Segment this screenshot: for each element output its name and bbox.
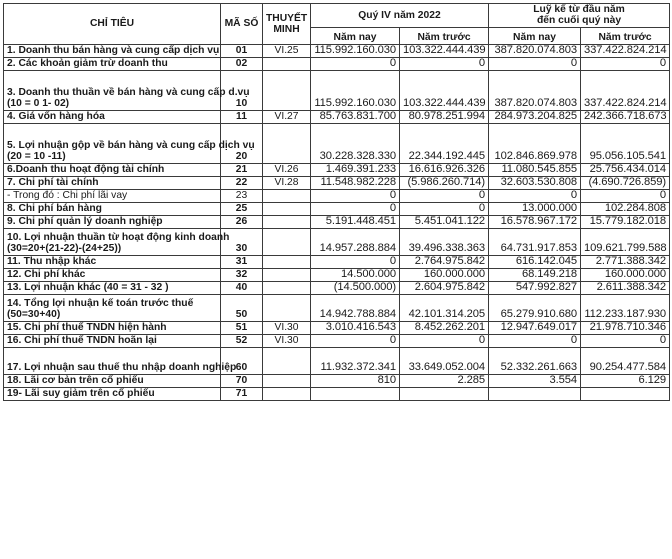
row-code: 60: [221, 347, 263, 374]
table-row: [4, 255, 670, 268]
row-code: 20: [221, 123, 263, 163]
table-row: [4, 268, 670, 281]
row-label-line: 6.Doanh thu hoạt động tài chính: [7, 164, 165, 176]
cell-ytd-this-year: 64.731.917.853: [489, 228, 581, 255]
cell-ytd-last-year: 90.254.477.584: [581, 347, 670, 374]
cell-quarter-last-year: 0: [400, 57, 489, 70]
row-label-line: 18. Lãi cơ bản trên cổ phiếu: [7, 375, 144, 387]
row-label-line: 7. Chi phí tài chính: [7, 177, 99, 189]
cell-quarter-last-year: 22.344.192.445: [400, 123, 489, 163]
header-ytd-line2: đến cuối quý này: [536, 15, 622, 27]
row-label-line: 1. Doanh thu bán hàng và cung cấp dịch vụ: [7, 45, 220, 57]
cell-ytd-last-year: 2.771.388.342: [581, 255, 670, 268]
cell-quarter-last-year: 103.322.444.439: [400, 70, 489, 110]
row-code: 71: [221, 387, 263, 400]
cell-quarter-last-year: 160.000.000: [400, 268, 489, 281]
row-label: [4, 70, 250, 110]
row-note: [263, 294, 311, 321]
table-row: [4, 202, 670, 215]
cell-quarter-this-year: [311, 387, 400, 400]
header-thuyet-minh-line2: MINH: [273, 23, 300, 35]
cell-ytd-this-year: 32.603.530.808: [489, 176, 581, 189]
cell-ytd-this-year: 0: [489, 57, 581, 70]
row-note: [263, 57, 311, 70]
cell-ytd-this-year: 102.846.869.978: [489, 123, 581, 163]
table-row: [4, 123, 670, 163]
row-label: [4, 202, 221, 215]
cell-ytd-this-year: 0: [489, 189, 581, 202]
cell-ytd-last-year: 102.284.808: [581, 202, 670, 215]
row-label: [4, 110, 221, 123]
row-label-line: 4. Giá vốn hàng hóa: [7, 111, 105, 123]
row-label-line: 15. Chi phí thuế TNDN hiện hành: [7, 322, 167, 334]
row-note: [263, 123, 311, 163]
cell-quarter-this-year: 1.469.391.233: [311, 163, 400, 176]
header-ytd-this-year: Năm nay: [489, 27, 581, 44]
row-label-line: - Trong đó : Chi phí lãi vay: [7, 190, 128, 202]
row-code: 22: [221, 176, 263, 189]
row-label: [4, 255, 221, 268]
table-row: [4, 281, 670, 294]
row-label-line: 3. Doanh thu thuần về bán hàng và cung cấp d.vụ: [7, 87, 250, 98]
row-note: VI.30: [263, 334, 311, 347]
table-row: [4, 347, 670, 374]
row-code: 50: [221, 294, 263, 321]
cell-quarter-last-year: 2.764.975.842: [400, 255, 489, 268]
cell-quarter-last-year: 0: [400, 202, 489, 215]
row-label-line: (50=30+40): [7, 309, 61, 321]
row-label-line: 10. Lợi nhuận thuần từ hoạt động kinh doanh: [7, 232, 230, 243]
row-code: 01: [221, 44, 263, 57]
row-note: VI.28: [263, 176, 311, 189]
cell-ytd-this-year: 616.142.045: [489, 255, 581, 268]
row-label-line: 16. Chi phí thuế TNDN hoãn lại: [7, 335, 157, 347]
row-label: [4, 321, 221, 334]
row-code: 40: [221, 281, 263, 294]
row-label-line: 17. Lợi nhuận sau thuế thu nhập doanh nghiệp: [7, 362, 237, 374]
cell-quarter-this-year: 0: [311, 189, 400, 202]
row-note: [263, 268, 311, 281]
row-note: [263, 215, 311, 228]
row-note: [263, 347, 311, 374]
cell-quarter-last-year: 2.604.975.842: [400, 281, 489, 294]
row-label: [4, 347, 237, 374]
cell-quarter-last-year: 2.285: [400, 374, 489, 387]
row-label: [4, 57, 221, 70]
income-statement-table: [3, 3, 670, 401]
cell-ytd-last-year: (4.690.726.859): [581, 176, 670, 189]
row-label: [4, 294, 221, 321]
table-row: [4, 228, 670, 255]
cell-ytd-last-year: 109.621.799.588: [581, 228, 670, 255]
header-thuyet-minh: [263, 4, 311, 45]
cell-ytd-last-year: 242.366.718.673: [581, 110, 670, 123]
cell-quarter-this-year: 11.932.372.341: [311, 347, 400, 374]
row-code: 52: [221, 334, 263, 347]
row-note: VI.27: [263, 110, 311, 123]
row-note: VI.25: [263, 44, 311, 57]
row-label: [4, 374, 221, 387]
header-ma-so: MÃ SỐ: [221, 4, 263, 45]
cell-quarter-this-year: 3.010.416.543: [311, 321, 400, 334]
row-label-line: 19- Lãi suy giảm trên cổ phiếu: [7, 388, 155, 400]
row-label: [4, 228, 230, 255]
row-code: 21: [221, 163, 263, 176]
row-label-line: 14. Tổng lợi nhuận kế toán trước thuế: [7, 298, 194, 309]
row-label: [4, 268, 221, 281]
row-label: [4, 281, 221, 294]
statement-body: [4, 44, 670, 400]
cell-ytd-this-year: 3.554: [489, 374, 581, 387]
cell-quarter-last-year: 16.616.926.326: [400, 163, 489, 176]
row-note: [263, 255, 311, 268]
cell-ytd-this-year: 65.279.910.680: [489, 294, 581, 321]
row-label-line: 12. Chi phí khác: [7, 269, 86, 281]
cell-quarter-this-year: 11.548.982.228: [311, 176, 400, 189]
cell-ytd-last-year: 0: [581, 189, 670, 202]
row-note: [263, 202, 311, 215]
header-quarter: Quý IV năm 2022: [311, 4, 489, 28]
cell-ytd-this-year: 11.080.545.855: [489, 163, 581, 176]
cell-quarter-this-year: (14.500.000): [311, 281, 400, 294]
table-row: [4, 163, 670, 176]
table-row: [4, 294, 670, 321]
header-chi-tieu: CHỈ TIÊU: [4, 4, 221, 45]
row-label: [4, 215, 221, 228]
row-code: 30: [221, 228, 263, 255]
cell-ytd-last-year: 95.056.105.541: [581, 123, 670, 163]
header-quarter-last-year: Năm trước: [400, 27, 489, 44]
table-row: [4, 70, 670, 110]
cell-ytd-this-year: 0: [489, 334, 581, 347]
header-ytd: [489, 4, 670, 28]
row-code: 10: [221, 70, 263, 110]
cell-quarter-this-year: 0: [311, 202, 400, 215]
row-label: [4, 387, 221, 400]
cell-quarter-last-year: 80.978.251.994: [400, 110, 489, 123]
row-note: [263, 228, 311, 255]
cell-ytd-this-year: 284.973.204.825: [489, 110, 581, 123]
row-label-line: (20 = 10 -11): [7, 151, 66, 163]
cell-ytd-last-year: 15.779.182.018: [581, 215, 670, 228]
cell-ytd-last-year: 112.233.187.930: [581, 294, 670, 321]
table-row: [4, 57, 670, 70]
row-label-line: 2. Các khoản giảm trừ doanh thu: [7, 58, 168, 70]
row-code: 25: [221, 202, 263, 215]
cell-ytd-this-year: 13.000.000: [489, 202, 581, 215]
row-label-line: 8. Chi phí bán hàng: [7, 203, 102, 215]
cell-ytd-last-year: 0: [581, 334, 670, 347]
cell-ytd-this-year: 16.578.967.172: [489, 215, 581, 228]
row-code: 11: [221, 110, 263, 123]
cell-ytd-this-year: 387.820.074.803: [489, 44, 581, 57]
row-code: 31: [221, 255, 263, 268]
header-thuyet-minh-line1: THUYẾT: [266, 12, 308, 24]
row-label: [4, 334, 221, 347]
cell-ytd-this-year: 52.332.261.663: [489, 347, 581, 374]
cell-ytd-last-year: 160.000.000: [581, 268, 670, 281]
cell-ytd-this-year: [489, 387, 581, 400]
cell-ytd-this-year: 12.947.649.017: [489, 321, 581, 334]
row-code: 23: [221, 189, 263, 202]
cell-quarter-this-year: 14.500.000: [311, 268, 400, 281]
row-label: [4, 176, 221, 189]
row-label-line: 13. Lợi nhuận khác (40 = 31 - 32 ): [7, 282, 169, 294]
row-note: [263, 387, 311, 400]
cell-quarter-last-year: (5.986.260.714): [400, 176, 489, 189]
cell-quarter-this-year: 0: [311, 255, 400, 268]
cell-quarter-this-year: 0: [311, 57, 400, 70]
cell-ytd-last-year: 21.978.710.346: [581, 321, 670, 334]
row-code: 70: [221, 374, 263, 387]
table-row: [4, 215, 670, 228]
row-label-line: 5. Lợi nhuận gộp về bán hàng và cung cấp dịch vụ: [7, 140, 255, 151]
row-note: VI.30: [263, 321, 311, 334]
row-label-line: (30=20+(21-22)-(24+25)): [7, 243, 122, 255]
row-note: [263, 281, 311, 294]
row-label-line: 11. Thu nhập khác: [7, 256, 97, 268]
cell-quarter-this-year: 115.992.160.030: [311, 70, 400, 110]
cell-quarter-last-year: 8.452.262.201: [400, 321, 489, 334]
table-row: [4, 387, 670, 400]
cell-quarter-this-year: 5.191.448.451: [311, 215, 400, 228]
row-code: 32: [221, 268, 263, 281]
row-note: VI.26: [263, 163, 311, 176]
cell-ytd-last-year: 337.422.824.214: [581, 70, 670, 110]
row-label-line: 9. Chi phí quản lý doanh nghiệp: [7, 216, 163, 228]
row-label: [4, 44, 221, 57]
header-ytd-line1: Luỹ kế từ đầu năm: [533, 4, 625, 15]
row-label: [4, 189, 221, 202]
table-row: [4, 176, 670, 189]
row-label: [4, 123, 255, 163]
row-label: [4, 163, 221, 176]
cell-ytd-this-year: 68.149.218: [489, 268, 581, 281]
cell-quarter-last-year: 0: [400, 334, 489, 347]
table-row: [4, 374, 670, 387]
cell-quarter-this-year: 115.992.160.030: [311, 44, 400, 57]
cell-ytd-this-year: 547.992.827: [489, 281, 581, 294]
cell-ytd-this-year: 387.820.074.803: [489, 70, 581, 110]
cell-quarter-this-year: 810: [311, 374, 400, 387]
cell-ytd-last-year: 6.129: [581, 374, 670, 387]
cell-quarter-last-year: 39.496.338.363: [400, 228, 489, 255]
cell-quarter-this-year: 14.942.788.884: [311, 294, 400, 321]
cell-ytd-last-year: 25.756.434.014: [581, 163, 670, 176]
table-row: [4, 44, 670, 57]
cell-quarter-last-year: [400, 387, 489, 400]
row-note: [263, 70, 311, 110]
cell-quarter-last-year: 33.649.052.004: [400, 347, 489, 374]
header-quarter-this-year: Năm nay: [311, 27, 400, 44]
cell-quarter-this-year: 85.763.831.700: [311, 110, 400, 123]
cell-ytd-last-year: 337.422.824.214: [581, 44, 670, 57]
cell-quarter-last-year: 5.451.041.122: [400, 215, 489, 228]
row-label-line: (10 = 0 1- 02): [7, 98, 70, 110]
cell-ytd-last-year: [581, 387, 670, 400]
table-row: [4, 110, 670, 123]
table-row: [4, 334, 670, 347]
cell-ytd-last-year: 0: [581, 57, 670, 70]
row-code: 51: [221, 321, 263, 334]
row-code: 02: [221, 57, 263, 70]
cell-quarter-this-year: 14.957.288.884: [311, 228, 400, 255]
header-ytd-last-year: Năm trước: [581, 27, 670, 44]
table-row: [4, 189, 670, 202]
cell-quarter-last-year: 103.322.444.439: [400, 44, 489, 57]
cell-quarter-last-year: 0: [400, 189, 489, 202]
cell-quarter-this-year: 0: [311, 334, 400, 347]
row-note: [263, 189, 311, 202]
cell-quarter-last-year: 42.101.314.205: [400, 294, 489, 321]
cell-ytd-last-year: 2.611.388.342: [581, 281, 670, 294]
table-row: [4, 321, 670, 334]
cell-quarter-this-year: 30.228.328.330: [311, 123, 400, 163]
row-note: [263, 374, 311, 387]
row-code: 26: [221, 215, 263, 228]
